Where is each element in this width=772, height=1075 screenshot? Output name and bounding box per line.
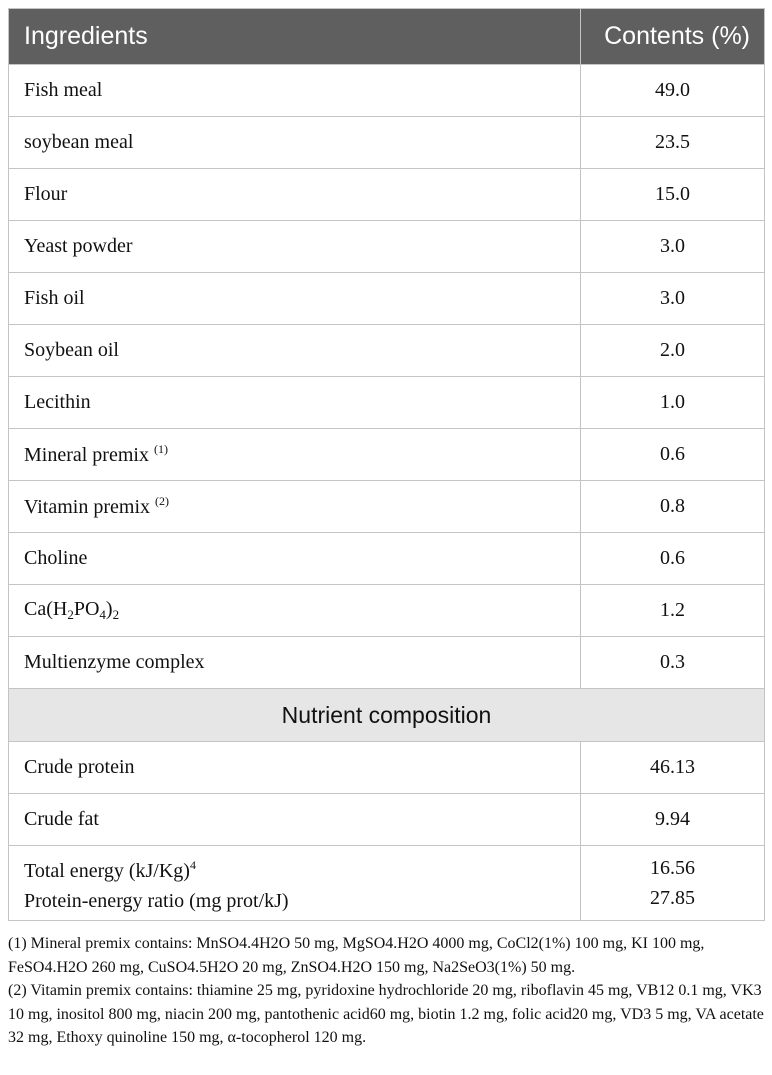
header-contents: Contents (%) <box>581 9 765 65</box>
header-ingredients: Ingredients <box>9 9 581 65</box>
ingredient-cell <box>9 429 581 481</box>
ingredient-name: Lecithin <box>9 377 581 429</box>
ingredient-value: 3.0 <box>581 221 765 273</box>
table-row <box>9 377 765 429</box>
ingredient-name: Vitamin premix <box>24 496 150 518</box>
table-row <box>9 742 765 794</box>
ingredient-value: 1.0 <box>581 377 765 429</box>
ingredient-formula: $Ca(H_2PO_4)_2$ <box>9 585 581 637</box>
table-row <box>9 117 765 169</box>
footnote-mineral: (1) Mineral premix contains: MnSO4.4H2O 50 mg, MgSO4.H2O 4000 mg, CoCl2(1%) 100 mg, KI 100 mg, FeSO4.H2O 260 mg, CuSO4.5H2O 20 mg, ZnSO4.H2O 150 mg, Na2SeO3(1%) 50 mg. <box>8 935 705 976</box>
nutrient-name-pair <box>9 846 581 921</box>
nutrient-value: 16.56 <box>650 857 695 879</box>
ingredient-value: 1.2 <box>581 585 765 637</box>
table-row <box>9 169 765 221</box>
nutrient-value-pair <box>581 846 765 921</box>
nutrient-value: 27.85 <box>650 887 695 909</box>
table-row <box>9 846 765 921</box>
footnotes <box>8 932 768 1050</box>
ingredient-name: Soybean oil <box>9 325 581 377</box>
ingredient-value: 0.6 <box>581 429 765 481</box>
ingredient-name: soybean meal <box>9 117 581 169</box>
footnote-marker: (2) <box>155 494 169 508</box>
ingredient-value: 0.6 <box>581 533 765 585</box>
table-row <box>9 533 765 585</box>
ingredient-value: 3.0 <box>581 273 765 325</box>
table-row <box>9 221 765 273</box>
ingredient-name: Multienzyme complex <box>9 637 581 689</box>
ingredient-value: 0.3 <box>581 637 765 689</box>
ingredient-name: Flour <box>9 169 581 221</box>
ingredient-name: Fish meal <box>9 65 581 117</box>
footnote-marker: 4 <box>189 858 196 872</box>
table-row <box>9 325 765 377</box>
ingredients-table <box>8 8 765 921</box>
nutrient-name: Crude fat <box>9 794 581 846</box>
section-row <box>9 689 765 742</box>
ingredient-value: 0.8 <box>581 481 765 533</box>
table-row <box>9 65 765 117</box>
table-header-row <box>9 9 765 65</box>
nutrient-name: Protein-energy ratio (mg prot/kJ) <box>24 890 289 912</box>
ingredient-value: 15.0 <box>581 169 765 221</box>
ingredient-name: Mineral premix <box>24 444 149 466</box>
nutrient-value: 9.94 <box>581 794 765 846</box>
ingredient-value: 23.5 <box>581 117 765 169</box>
ingredient-value: 2.0 <box>581 325 765 377</box>
nutrient-value: 46.13 <box>581 742 765 794</box>
footnote-marker: (1) <box>153 442 168 456</box>
table-row <box>9 273 765 325</box>
section-title: Nutrient composition <box>9 689 765 742</box>
nutrient-name: Total energy (kJ/Kg) <box>24 860 190 882</box>
table-row <box>9 429 765 481</box>
table-row <box>9 637 765 689</box>
ingredient-name: Choline <box>9 533 581 585</box>
nutrient-name: Crude protein <box>9 742 581 794</box>
ingredient-cell <box>9 481 581 533</box>
ingredient-name: Fish oil <box>9 273 581 325</box>
table-row <box>9 585 765 637</box>
table-row <box>9 794 765 846</box>
table-row <box>9 481 765 533</box>
ingredient-name: Yeast powder <box>9 221 581 273</box>
ingredient-value: 49.0 <box>581 65 765 117</box>
footnote-vitamin: (2) Vitamin premix contains: thiamine 25 mg, pyridoxine hydrochloride 20 mg, riboflavin 45 mg, VB12 0.1 mg, VK3 10 mg, inositol 800 mg, niacin 200 mg, pantothenic acid60 mg, biotin 1.2 mg, folic acid20 mg, VD3 5 mg, VA acetate 32 mg, Ethoxy quinoline 150 mg, α-tocopherol 120 mg. <box>8 982 764 1046</box>
